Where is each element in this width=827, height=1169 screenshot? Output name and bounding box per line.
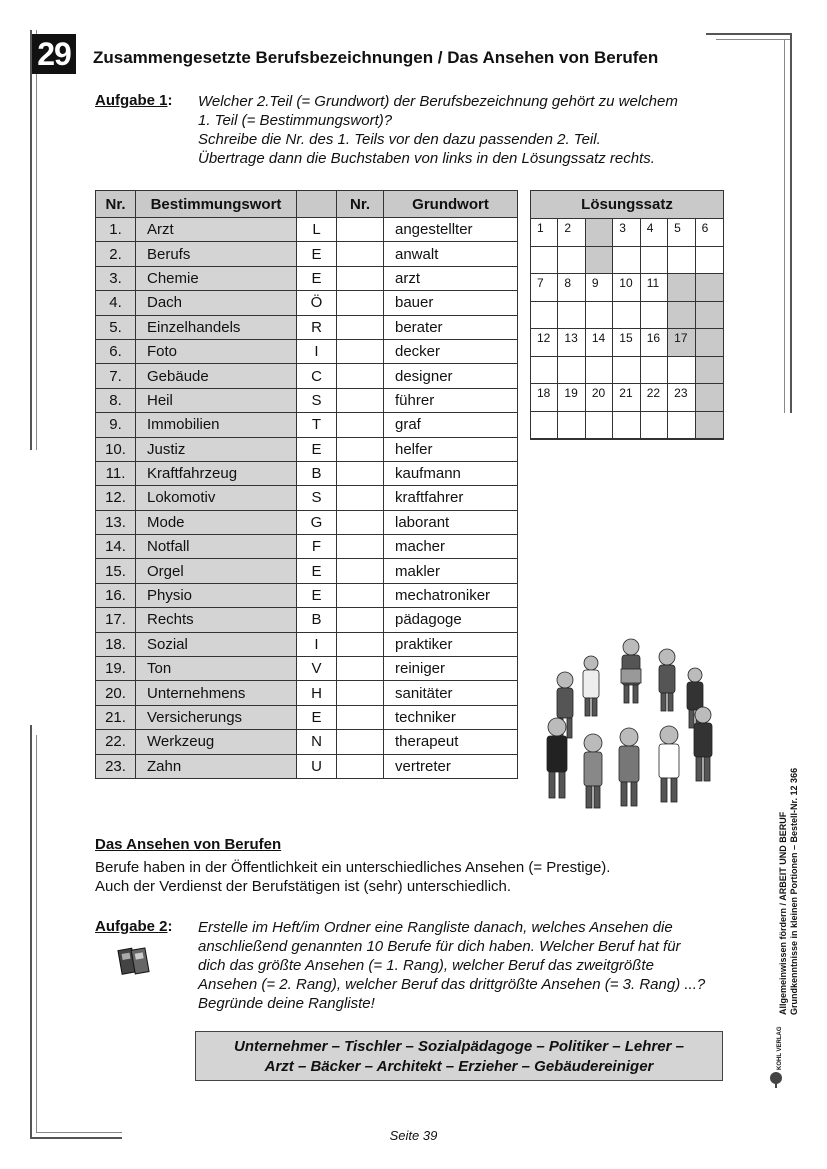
solution-cell[interactable]: 2 (558, 219, 585, 247)
page-title: Zusammengesetzte Berufsbezeichnungen / Das Ansehen von Berufen (93, 48, 659, 67)
answer-number-field[interactable] (337, 632, 384, 656)
row-number: 1. (96, 218, 136, 242)
row-number: 23. (96, 754, 136, 778)
table-row (96, 754, 518, 778)
solution-letter-cell: F (297, 535, 337, 559)
solution-cell[interactable]: 15 (613, 329, 640, 357)
solution-cell[interactable] (586, 302, 613, 330)
side-line: Grundkenntnisse in kleinen Portionen – Bestell-Nr. 12 366 (789, 767, 799, 1015)
grundwort-cell: graf (384, 413, 518, 437)
section-heading-ansehen: Das Ansehen von Berufen (95, 836, 282, 853)
answer-number-field[interactable] (337, 364, 384, 388)
solution-cell-blank (696, 274, 723, 302)
solution-cell[interactable]: 9 (586, 274, 613, 302)
solution-letter-cell: S (297, 486, 337, 510)
solution-cell[interactable]: 21 (613, 384, 640, 412)
frame-line (36, 735, 37, 1133)
grundwort-cell: reiniger (384, 657, 518, 681)
solution-letter-cell: S (297, 388, 337, 412)
frame-line (716, 39, 792, 40)
grundwort-cell: helfer (384, 437, 518, 461)
grundwort-cell: designer (384, 364, 518, 388)
solution-cell[interactable] (558, 412, 585, 440)
answer-number-field[interactable] (337, 754, 384, 778)
solution-cell[interactable]: 1 (531, 219, 558, 247)
col-header-nr: Nr. (96, 191, 136, 218)
task1-line: Schreibe die Nr. des 1. Teils vor den dazu passenden 2. Teil. (198, 131, 601, 148)
table-row (96, 291, 518, 315)
solution-letter-cell: N (297, 730, 337, 754)
grundwort-cell: kaufmann (384, 461, 518, 485)
frame-line (30, 725, 32, 1139)
solution-letter-cell: I (297, 632, 337, 656)
answer-number-field[interactable] (337, 583, 384, 607)
worker-figure (619, 728, 639, 806)
bestimmungswort-cell: Sozial (136, 632, 297, 656)
row-number: 7. (96, 364, 136, 388)
solution-cell[interactable] (558, 247, 585, 275)
solution-cell[interactable] (531, 247, 558, 275)
solution-cell[interactable]: 20 (586, 384, 613, 412)
bestimmungswort-cell: Werkzeug (136, 730, 297, 754)
frame-line (784, 40, 785, 413)
table-row (96, 705, 518, 729)
bestimmungswort-cell: Einzelhandels (136, 315, 297, 339)
side-publication-info (778, 768, 800, 1015)
row-number: 20. (96, 681, 136, 705)
grundwort-cell: praktiker (384, 632, 518, 656)
solution-cell-blank (668, 302, 695, 330)
task1-colon: : (167, 92, 173, 109)
solution-letter-cell: E (297, 266, 337, 290)
solution-cell-blank (668, 274, 695, 302)
col-header-nr-answer: Nr. (337, 191, 384, 218)
table-row (96, 632, 518, 656)
solution-cell-blank (696, 329, 723, 357)
solution-cell[interactable] (641, 412, 668, 440)
task2-label (95, 918, 173, 936)
answer-number-field[interactable] (337, 437, 384, 461)
row-number: 17. (96, 608, 136, 632)
table-row (96, 437, 518, 461)
grundwort-cell: bauer (384, 291, 518, 315)
row-number: 12. (96, 486, 136, 510)
grundwort-cell: angestellter (384, 218, 518, 242)
solution-letter-cell: T (297, 413, 337, 437)
answer-number-field[interactable] (337, 218, 384, 242)
table-row (96, 364, 518, 388)
table-row (96, 461, 518, 485)
solution-cell[interactable]: 23 (668, 384, 695, 412)
row-number: 10. (96, 437, 136, 461)
answer-number-field[interactable] (337, 608, 384, 632)
paragraph-line: Auch der Verdienst der Berufstätigen ist (sehr) unterschiedlich. (95, 878, 512, 895)
solution-cell[interactable]: 7 (531, 274, 558, 302)
bestimmungswort-cell: Justiz (136, 437, 297, 461)
worker-figure (659, 726, 679, 802)
bestimmungswort-cell: Orgel (136, 559, 297, 583)
publisher-name: KOHL VERLAG (777, 1026, 783, 1070)
answer-number-field[interactable] (337, 705, 384, 729)
solution-cell[interactable] (531, 357, 558, 385)
solution-cell[interactable] (531, 412, 558, 440)
bestimmungswort-cell: Foto (136, 339, 297, 363)
answer-number-field[interactable] (337, 730, 384, 754)
solution-cell[interactable] (613, 357, 640, 385)
side-line: Allgemeinwissen fördern / ARBEIT UND BERUF (778, 811, 788, 1015)
bestimmungswort-cell: Ton (136, 657, 297, 681)
solution-letter-cell: E (297, 705, 337, 729)
solution-cell[interactable] (613, 302, 640, 330)
solution-cell[interactable]: 11 (641, 274, 668, 302)
solution-cell[interactable] (641, 302, 668, 330)
tree-logo-icon (766, 1040, 786, 1090)
task1-label-text: Aufgabe 1 (95, 92, 168, 109)
worker-figure (583, 656, 599, 716)
row-number: 8. (96, 388, 136, 412)
notebook-icon (115, 944, 153, 978)
answer-number-field[interactable] (337, 535, 384, 559)
bestimmungswort-cell: Rechts (136, 608, 297, 632)
solution-cell[interactable] (613, 247, 640, 275)
bestimmungswort-cell: Berufs (136, 242, 297, 266)
solution-cell[interactable]: 13 (558, 329, 585, 357)
grundwort-cell: sanitäter (384, 681, 518, 705)
grundwort-cell: berater (384, 315, 518, 339)
task2-label-text: Aufgabe 2 (95, 918, 168, 935)
solution-cell[interactable]: 19 (558, 384, 585, 412)
bestimmungswort-cell: Kraftfahrzeug (136, 461, 297, 485)
matching-table (95, 190, 518, 779)
chapter-number-badge: 29 (32, 34, 76, 74)
solution-cell-blank (696, 302, 723, 330)
row-number: 9. (96, 413, 136, 437)
answer-number-field[interactable] (337, 291, 384, 315)
grundwort-cell: vertreter (384, 754, 518, 778)
bestimmungswort-cell: Immobilien (136, 413, 297, 437)
answer-number-field[interactable] (337, 510, 384, 534)
bestimmungswort-cell: Versicherungs (136, 705, 297, 729)
solution-cell[interactable]: 6 (696, 219, 723, 247)
grundwort-cell: führer (384, 388, 518, 412)
row-number: 11. (96, 461, 136, 485)
solution-cells (531, 219, 723, 439)
col-header-bestimmungswort: Bestimmungswort (136, 191, 297, 218)
answer-number-field[interactable] (337, 657, 384, 681)
row-number: 4. (96, 291, 136, 315)
grundwort-cell: anwalt (384, 242, 518, 266)
table-row (96, 266, 518, 290)
worker-figure (659, 649, 675, 711)
row-number: 16. (96, 583, 136, 607)
solution-cell[interactable]: 18 (531, 384, 558, 412)
solution-cell[interactable]: 8 (558, 274, 585, 302)
grundwort-cell: macher (384, 535, 518, 559)
worker-figure (621, 639, 641, 703)
solution-letter-cell: V (297, 657, 337, 681)
task2-line: Begründe deine Rangliste! (198, 995, 375, 1012)
solution-letter-cell: G (297, 510, 337, 534)
solution-cell[interactable]: 12 (531, 329, 558, 357)
solution-cell[interactable]: 3 (613, 219, 640, 247)
answer-number-field[interactable] (337, 486, 384, 510)
table-row (96, 486, 518, 510)
row-number: 18. (96, 632, 136, 656)
task2-line: Erstelle im Heft/im Ordner eine Rangliste danach, welches Ansehen die (198, 919, 673, 936)
row-number: 15. (96, 559, 136, 583)
row-number: 6. (96, 339, 136, 363)
solution-letter-cell: I (297, 339, 337, 363)
task1-instructions (198, 92, 678, 168)
row-number: 22. (96, 730, 136, 754)
solution-letter-cell: H (297, 681, 337, 705)
solution-letter-cell: L (297, 218, 337, 242)
grundwort-cell: arzt (384, 266, 518, 290)
row-number: 14. (96, 535, 136, 559)
table-row (96, 242, 518, 266)
col-header-letter (297, 191, 337, 218)
solution-cell[interactable] (586, 412, 613, 440)
solution-cell[interactable]: 22 (641, 384, 668, 412)
solution-letter-cell: U (297, 754, 337, 778)
job-list-box (195, 1031, 723, 1081)
solution-cell[interactable]: 14 (586, 329, 613, 357)
task1-line: Übertrage dann die Buchstaben von links in den Lösungssatz rechts. (198, 150, 655, 167)
solution-letter-cell: E (297, 559, 337, 583)
bestimmungswort-cell: Zahn (136, 754, 297, 778)
task2-line: Ansehen (= 2. Rang), welcher Beruf das drittgrößte Ansehen (= 3. Rang) ...? (198, 976, 706, 993)
table-row (96, 583, 518, 607)
grundwort-cell: therapeut (384, 730, 518, 754)
solution-cell-blank: 17 (668, 329, 695, 357)
job-list-line: Unternehmer – Tischler – Sozialpädagoge – Politiker – Lehrer – (234, 1038, 684, 1055)
grundwort-cell: pädagoge (384, 608, 518, 632)
solution-cell[interactable] (668, 247, 695, 275)
answer-number-field[interactable] (337, 388, 384, 412)
grundwort-cell: laborant (384, 510, 518, 534)
workers-illustration (535, 635, 730, 815)
solution-cell-blank (696, 412, 723, 440)
solution-cell-blank (696, 357, 723, 385)
bestimmungswort-cell: Mode (136, 510, 297, 534)
task1-label (95, 92, 173, 110)
bestimmungswort-cell: Heil (136, 388, 297, 412)
row-number: 3. (96, 266, 136, 290)
row-number: 5. (96, 315, 136, 339)
solution-cell[interactable]: 16 (641, 329, 668, 357)
table-row (96, 510, 518, 534)
solution-cell[interactable] (668, 357, 695, 385)
solution-cell-blank (696, 384, 723, 412)
solution-letter-cell: B (297, 608, 337, 632)
solution-cell[interactable] (558, 302, 585, 330)
row-number: 21. (96, 705, 136, 729)
table-row (96, 608, 518, 632)
table-row (96, 315, 518, 339)
frame-line (36, 30, 37, 450)
answer-number-field[interactable] (337, 413, 384, 437)
solution-letter-cell: C (297, 364, 337, 388)
solution-cell[interactable] (641, 357, 668, 385)
solution-letter-cell: Ö (297, 291, 337, 315)
answer-number-field[interactable] (337, 242, 384, 266)
solution-cell[interactable] (586, 357, 613, 385)
col-header-grundwort: Grundwort (384, 191, 518, 218)
row-number: 13. (96, 510, 136, 534)
worker-figure (547, 718, 567, 798)
bestimmungswort-cell: Chemie (136, 266, 297, 290)
table-row (96, 559, 518, 583)
solution-letter-cell: E (297, 437, 337, 461)
bestimmungswort-cell: Notfall (136, 535, 297, 559)
frame-line (30, 30, 32, 450)
worker-figure (694, 707, 712, 781)
task1-line: 1. Teil (= Bestimmungswort)? (198, 112, 393, 129)
table-row (96, 388, 518, 412)
bestimmungswort-cell: Gebäude (136, 364, 297, 388)
table-row (96, 535, 518, 559)
paragraph-line: Berufe haben in der Öffentlichkeit ein unterschiedliches Ansehen (= Prestige). (95, 859, 611, 876)
worker-figure (584, 734, 602, 808)
solution-letter-cell: R (297, 315, 337, 339)
answer-number-field[interactable] (337, 559, 384, 583)
solution-title: Lösungssatz (531, 191, 723, 219)
bestimmungswort-cell: Dach (136, 291, 297, 315)
page-number: Seite 39 (389, 1128, 438, 1143)
solution-cell[interactable]: 10 (613, 274, 640, 302)
task2-line: anschließend genannten 10 Berufe für dich haben. Welcher Beruf hat für (198, 938, 681, 955)
grundwort-cell: mechatroniker (384, 583, 518, 607)
table-row (96, 218, 518, 242)
bestimmungswort-cell: Unternehmens (136, 681, 297, 705)
table-row (96, 339, 518, 363)
task2-colon: : (167, 918, 173, 935)
table-row (96, 681, 518, 705)
task2-instructions (198, 918, 705, 1013)
answer-number-field[interactable] (337, 266, 384, 290)
job-list-line: Arzt – Bäcker – Architekt – Erzieher – Gebäudereiniger (264, 1058, 654, 1075)
section-paragraph (95, 858, 610, 896)
table-row (96, 730, 518, 754)
solution-cell-blank (586, 219, 613, 247)
grundwort-cell: decker (384, 339, 518, 363)
solution-letter-cell: E (297, 583, 337, 607)
row-number: 19. (96, 657, 136, 681)
answer-number-field[interactable] (337, 339, 384, 363)
grundwort-cell: techniker (384, 705, 518, 729)
solution-cell[interactable] (558, 357, 585, 385)
grundwort-cell: makler (384, 559, 518, 583)
solution-cell[interactable]: 4 (641, 219, 668, 247)
answer-number-field[interactable] (337, 315, 384, 339)
bestimmungswort-cell: Physio (136, 583, 297, 607)
bestimmungswort-cell: Arzt (136, 218, 297, 242)
task1-line: Welcher 2.Teil (= Grundwort) der Berufsbezeichnung gehört zu welchem (198, 93, 678, 110)
solution-cell[interactable] (531, 302, 558, 330)
frame-line (790, 33, 792, 413)
task2-line: dich das größte Ansehen (= 1. Rang), welcher Beruf das zweitgrößte (198, 957, 654, 974)
row-number: 2. (96, 242, 136, 266)
solution-grid (530, 190, 724, 440)
answer-number-field[interactable] (337, 461, 384, 485)
solution-cell[interactable] (668, 412, 695, 440)
frame-line (706, 33, 792, 35)
solution-cell[interactable] (613, 412, 640, 440)
solution-cell-blank (586, 247, 613, 275)
solution-cell[interactable] (696, 247, 723, 275)
solution-cell[interactable] (641, 247, 668, 275)
bestimmungswort-cell: Lokomotiv (136, 486, 297, 510)
grundwort-cell: kraftfahrer (384, 486, 518, 510)
solution-letter-cell: B (297, 461, 337, 485)
table-header-row (96, 191, 518, 218)
publisher-logo (766, 1026, 786, 1090)
table-row (96, 413, 518, 437)
solution-cell[interactable]: 5 (668, 219, 695, 247)
table-row (96, 657, 518, 681)
answer-number-field[interactable] (337, 681, 384, 705)
solution-letter-cell: E (297, 242, 337, 266)
